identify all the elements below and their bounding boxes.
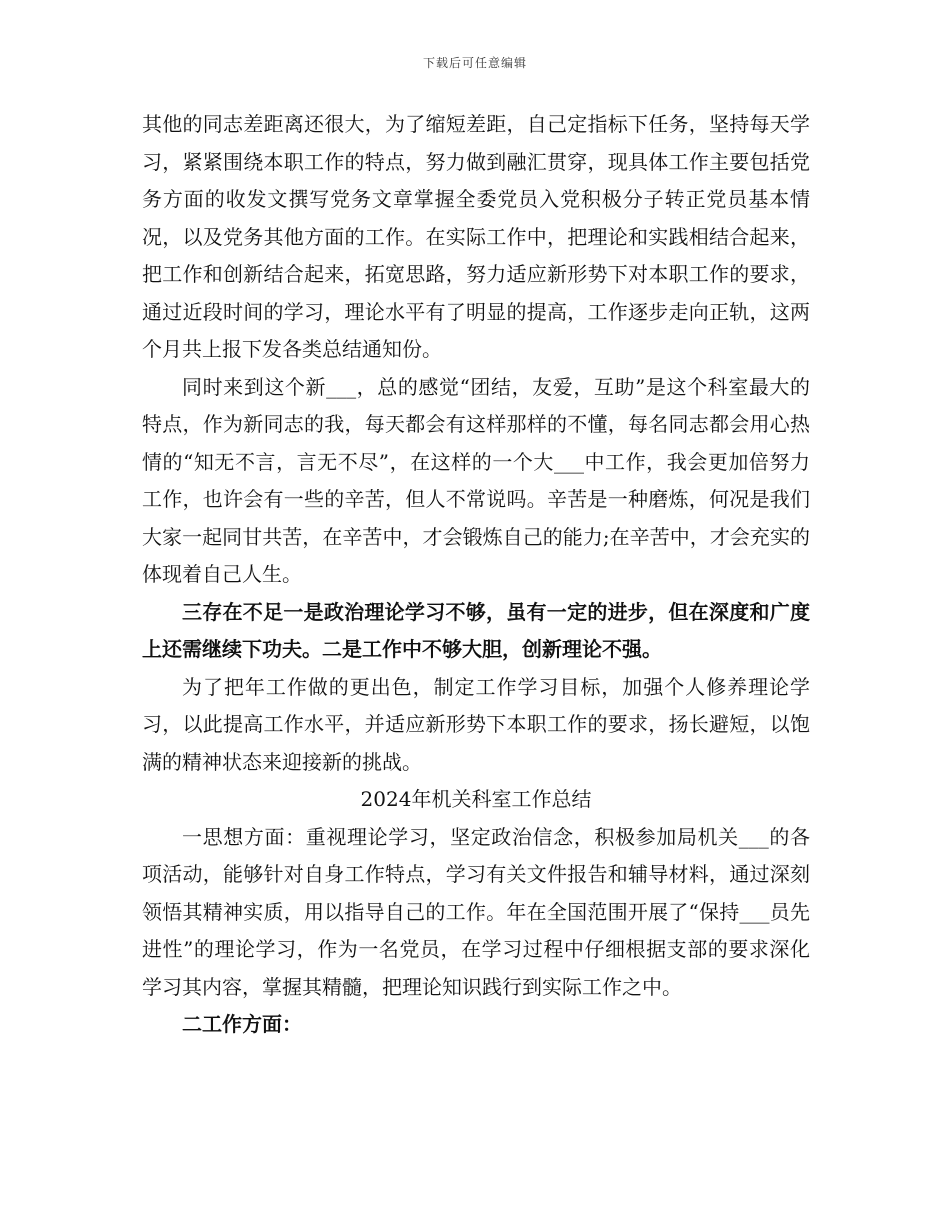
paragraph-1: 其他的同志差距离还很大，为了缩短差距，自己定指标下任务，坚持每天学习，紧紧围绕本职工作的特点，努力做到融汇贯穿，现具体工作主要包括党务方面的收发文撰写党务文章掌握全委党员入党积极分子转正党员基本情况，以及党务其他方面的工作。在实际工作中，把理论和实践相结合起来，把工作和创新结合起来，拓宽思路，努力适应新形势下对本职工作的要求，通过近段时间的学习，理论水平有了明显的提高，工作逐步走向正轨，这两个月共上报下发各类总结通知份。 bbox=[142, 112, 810, 361]
paragraph-2: 同时来到这个新___，总的感觉“团结，友爱，互助”是这个科室最大的特点，作为新同志的我，每天都会有这样那样的不懂，每名同志都会用心热情的“知无不言，言无不尽”，在这样的一个大___中工作，我会更加倍努力工作，也许会有一些的辛苦，但人不常说吗。辛苦是一种磨炼，何况是我们大家一起同甘共苦，在辛苦中，才会锻炼自己的能力;在辛苦中，才会充实的体现着自己人生。 bbox=[142, 374, 810, 586]
section-title: 2024年机关科室工作总结 bbox=[360, 787, 592, 811]
page-header-note: 下载后可任意编辑 bbox=[422, 56, 527, 70]
paragraph-5-thought: 一思想方面：重视理论学习，坚定政治信念，积极参加局机关___的各项活动，能够针对自身工作特点，学习有关文件报告和辅导材料，通过深刻领悟其精神实质，用以指导自己的工作。年在全国范围开展了“保持___员先进性”的理论学习，作为一名党员，在学习过程中仔细根据支部的要求深化学习其内容，掌握其精髓，把理论知识践行到实际工作之中。 bbox=[142, 824, 810, 999]
paragraph-6-work-heading: 二工作方面： bbox=[182, 1012, 302, 1036]
paragraph-4: 为了把年工作做的更出色，制定工作学习目标，加强个人修养理论学习，以此提高工作水平，并适应新形势下本职工作的要求，扬长避短，以饱满的精神状态来迎接新的挑战。 bbox=[142, 674, 810, 774]
paragraph-3-shortcomings: 三存在不足一是政治理论学习不够，虽有一定的进步，但在深度和广度上还需继续下功夫。二是工作中不够大胆，创新理论不强。 bbox=[142, 599, 810, 661]
document-body bbox=[142, 106, 810, 1044]
